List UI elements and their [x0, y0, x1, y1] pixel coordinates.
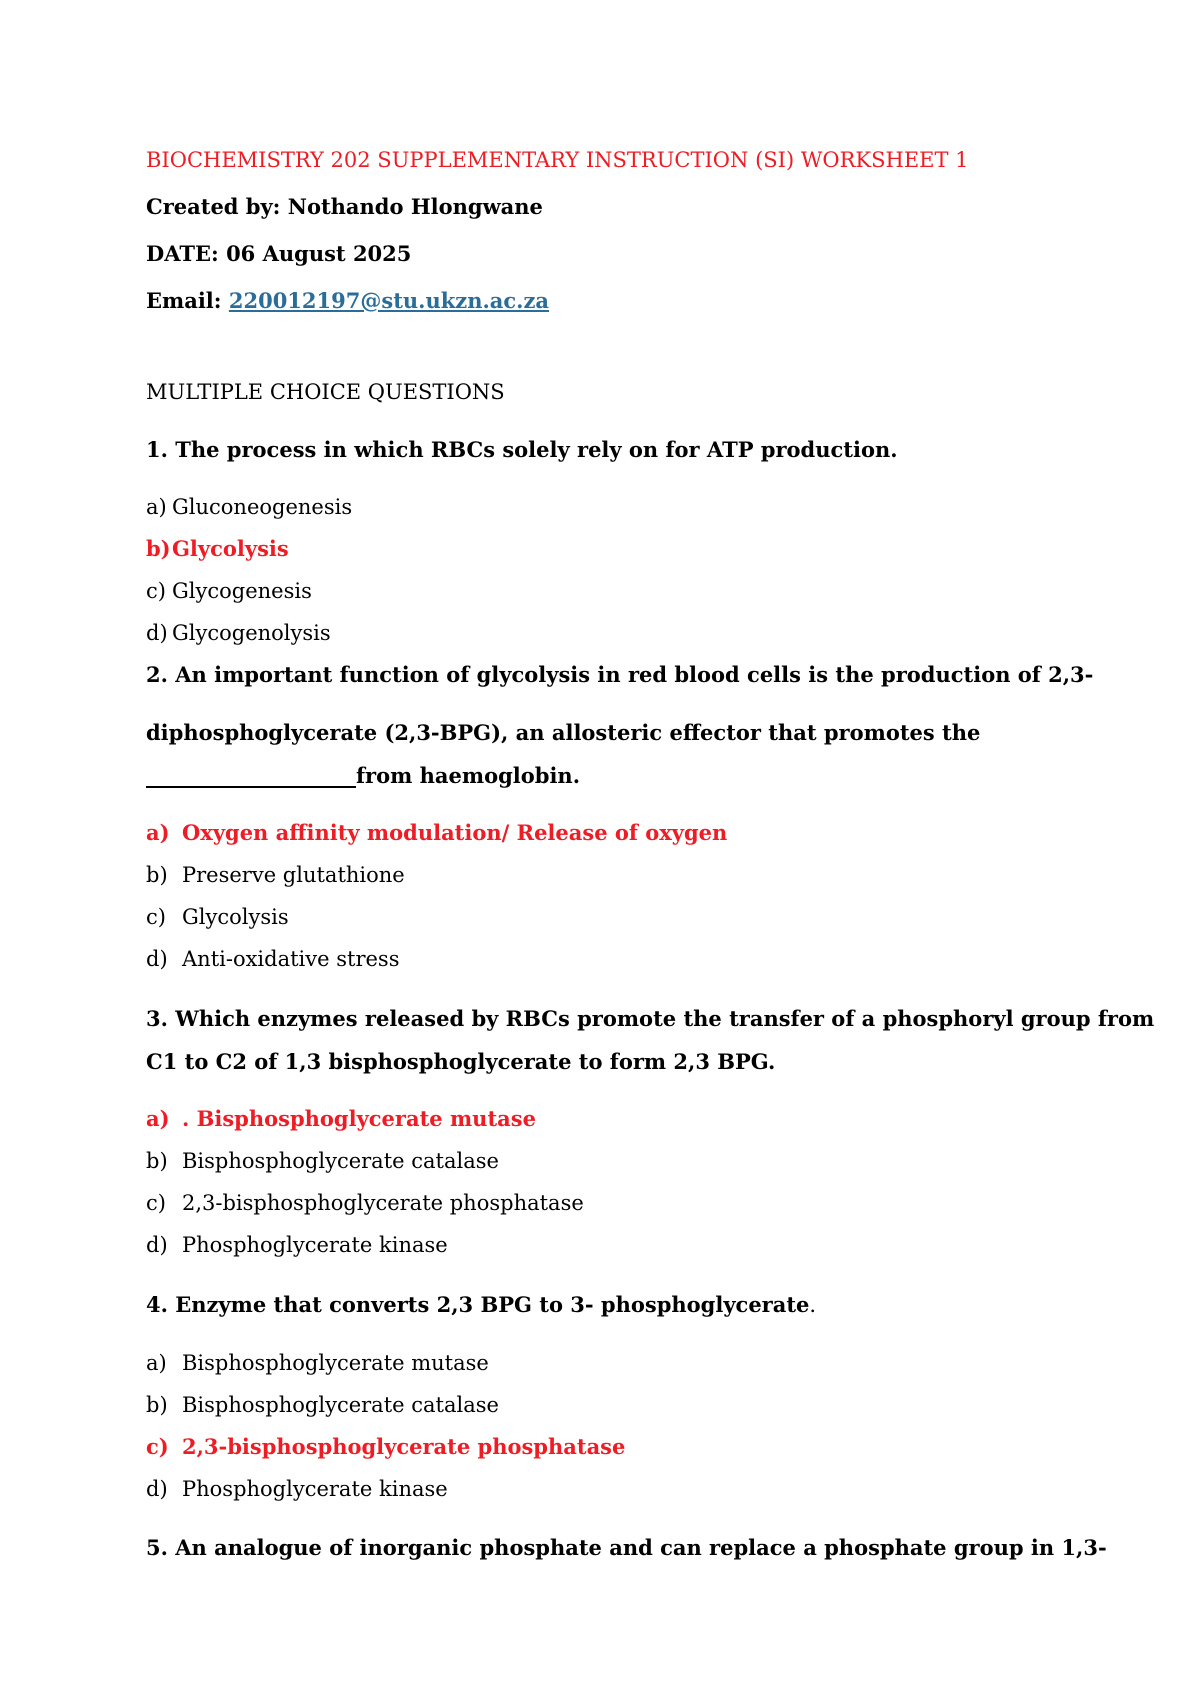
- question-4-text-suffix: .: [809, 1293, 817, 1317]
- question-3-option-d: [146, 1232, 448, 1258]
- option-text: Glycolysis: [172, 536, 289, 561]
- date-label: DATE:: [146, 241, 219, 266]
- option-text: Bisphosphoglycerate mutase: [182, 1351, 489, 1375]
- option-label: b): [146, 863, 168, 887]
- option-label: d): [146, 621, 168, 645]
- option-label: b): [146, 1393, 168, 1417]
- question-2-option-d: [146, 946, 399, 972]
- question-2-option-a: [146, 820, 727, 846]
- worksheet-title: BIOCHEMISTRY 202 SUPPLEMENTARY INSTRUCTION (SI) WORKSHEET 1: [146, 148, 969, 172]
- option-text: Bisphosphoglycerate catalase: [182, 1393, 499, 1417]
- question-2-option-b: [146, 862, 405, 888]
- option-label: a): [146, 495, 167, 519]
- question-5-text: 5. An analogue of inorganic phosphate and can replace a phosphate group in 1,3-: [146, 1535, 1107, 1560]
- email-label: Email:: [146, 288, 222, 313]
- option-text: Glycogenesis: [172, 579, 312, 603]
- email-line: [146, 288, 549, 314]
- email-link[interactable]: 220012197@stu.ukzn.ac.za: [228, 288, 550, 313]
- option-label: b): [146, 536, 171, 561]
- question-1-text: 1. The process in which RBCs solely rely on for ATP production.: [146, 437, 898, 462]
- option-text: Oxygen affinity modulation/ Release of oxygen: [182, 820, 728, 845]
- question-4-text: 4. Enzyme that converts 2,3 BPG to 3- phosphoglycerate: [146, 1292, 810, 1317]
- section-title: MULTIPLE CHOICE QUESTIONS: [146, 380, 505, 404]
- option-label: c): [146, 905, 166, 929]
- question-1-option-b: [146, 536, 289, 562]
- created-by-value: Nothando Hlongwane: [287, 194, 543, 219]
- date-line: [146, 241, 411, 267]
- option-text: Phosphoglycerate kinase: [182, 1233, 448, 1257]
- question-3-option-c: [146, 1190, 584, 1216]
- option-text: Bisphosphoglycerate catalase: [182, 1149, 499, 1173]
- option-text: Preserve glutathione: [182, 863, 405, 887]
- option-text: 2,3-bisphosphoglycerate phosphatase: [182, 1191, 584, 1215]
- option-label: a): [146, 820, 170, 845]
- question-2-option-c: [146, 904, 289, 930]
- option-text: Phosphoglycerate kinase: [182, 1477, 448, 1501]
- question-4-option-b: [146, 1392, 499, 1418]
- question-4-option-a: [146, 1350, 489, 1376]
- question-4-text-line: [146, 1292, 816, 1318]
- option-text: Gluconeogenesis: [172, 495, 353, 519]
- question-3-option-b: [146, 1148, 499, 1174]
- option-label: b): [146, 1149, 168, 1173]
- option-label: c): [146, 579, 166, 603]
- question-3-option-a: [146, 1106, 536, 1132]
- option-label: a): [146, 1106, 170, 1131]
- option-label: d): [146, 1233, 168, 1257]
- question-2-text-line-2: diphosphoglycerate (2,3-BPG), an allosteric effector that promotes the: [146, 720, 981, 745]
- option-label: c): [146, 1434, 169, 1459]
- option-text: Glycolysis: [182, 905, 289, 929]
- option-label: d): [146, 1477, 168, 1501]
- option-label: d): [146, 947, 168, 971]
- date-value: 06 August 2025: [226, 241, 412, 266]
- option-text: Anti-oxidative stress: [182, 947, 400, 971]
- option-text: Glycogenolysis: [172, 621, 331, 645]
- question-4-option-d: [146, 1476, 448, 1502]
- question-2-text-line-3: ____________________from haemoglobin.: [146, 763, 581, 788]
- created-by-label: Created by:: [146, 194, 281, 219]
- question-4-option-c: [146, 1434, 625, 1460]
- option-text: 2,3-bisphosphoglycerate phosphatase: [182, 1434, 626, 1459]
- question-1-option-d: [146, 620, 331, 646]
- question-2-text-line-1: 2. An important function of glycolysis in red blood cells is the production of 2,3-: [146, 662, 1094, 687]
- option-label: c): [146, 1191, 166, 1215]
- created-by-line: [146, 194, 543, 220]
- option-text: . Bisphosphoglycerate mutase: [182, 1106, 536, 1131]
- question-3-text-line-2: C1 to C2 of 1,3 bisphosphoglycerate to form 2,3 BPG.: [146, 1049, 776, 1074]
- option-label: a): [146, 1351, 167, 1375]
- question-1-option-c: [146, 578, 312, 604]
- question-1-option-a: [146, 494, 352, 520]
- question-3-text-line-1: 3. Which enzymes released by RBCs promote the transfer of a phosphoryl group from: [146, 1006, 1155, 1031]
